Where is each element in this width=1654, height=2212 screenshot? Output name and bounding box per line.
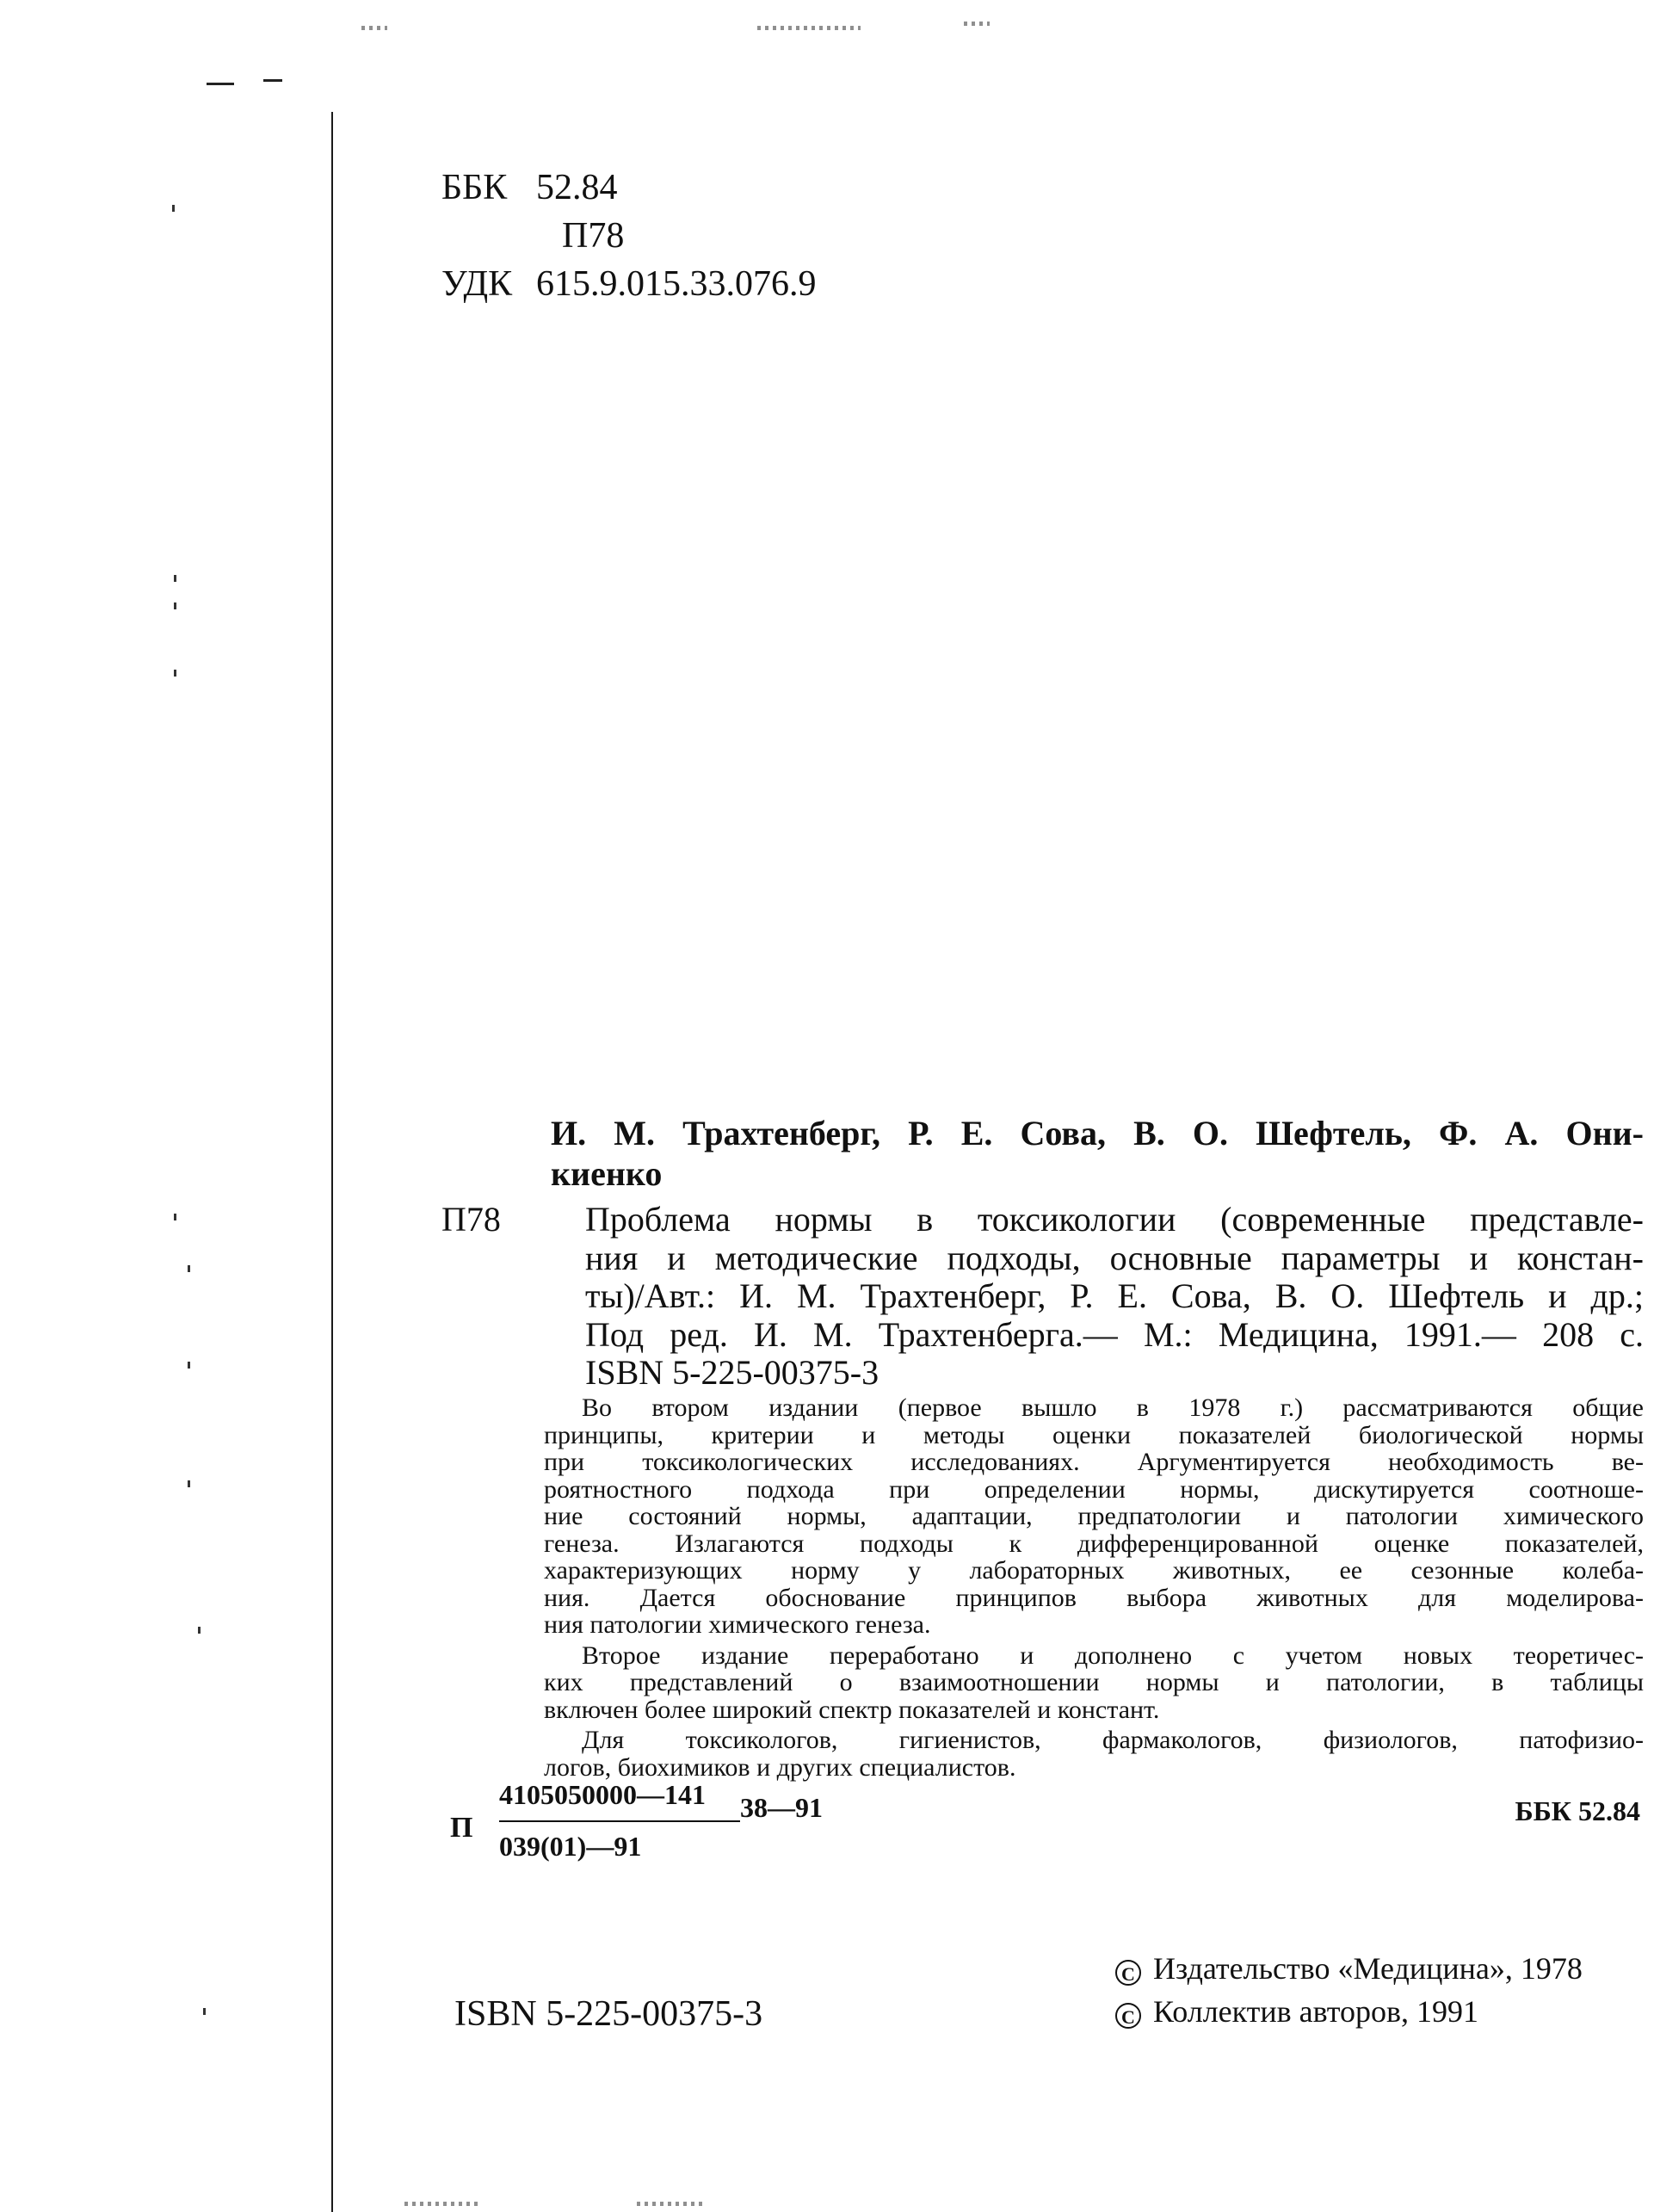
scan-noise — [637, 2202, 706, 2206]
scan-speck — [174, 670, 176, 677]
copyright-block — [1115, 1947, 1583, 2033]
annotation — [544, 1394, 1644, 1781]
scan-noise — [757, 26, 861, 30]
author-mark: П78 — [562, 216, 625, 256]
biblio-line: ты)/Авт.: И. М. Трахтенберг, Р. Е. Сова, В. О. Шефтель и др.; — [585, 1276, 1644, 1315]
annotation-line: ние состояний нормы, адаптации, предпатологии и патологии химического — [544, 1502, 1644, 1530]
scan-noise — [404, 2202, 482, 2206]
biblio-line: ния и методические подходы, основные параметры и констан- — [585, 1238, 1644, 1277]
scan-speck — [174, 602, 176, 609]
biblio-code: П78 — [441, 1200, 501, 1239]
bbk-right: ББК 52.84 — [1515, 1795, 1640, 1826]
annotation-line: принципы, критерии и методы оценки показателей биологической нормы — [544, 1420, 1644, 1449]
copyright-icon: C — [1115, 2003, 1141, 2029]
annotation-line: Для токсикологов, гигиенистов, фармакологов, физиологов, патофизио- — [582, 1726, 1644, 1754]
udk-value: 615.9.015.33.076.9 — [536, 264, 817, 304]
scan-noise — [361, 26, 387, 30]
index-letter: П — [450, 1812, 473, 1844]
scan-speck — [188, 1480, 190, 1487]
isbn-bottom: ISBN 5-225-00375-3 — [454, 1994, 763, 2034]
scan-speck — [174, 1214, 176, 1220]
authors-line-1: И. М. Трахтенберг, Р. Е. Сова, В. О. Шефтель, Ф. А. Они- — [551, 1114, 1644, 1152]
bbk-value: 52.84 — [536, 168, 618, 207]
annotation-line: Второе издание переработано и дополнено с учетом новых теоретичес- — [582, 1640, 1644, 1670]
scan-speck — [203, 2008, 206, 2015]
fraction-bar — [499, 1820, 740, 1822]
scan-speck — [198, 1627, 201, 1634]
authors-line-2: киенко — [551, 1154, 663, 1193]
annotation-line: ния патологии химического генеза. — [544, 1610, 931, 1639]
udk-row — [441, 260, 817, 308]
annotation-line: генеза. Излагаются подходы к дифференцированной оценке показателей, — [544, 1529, 1644, 1558]
bbk-row — [441, 164, 817, 212]
annotation-paragraph-1 — [544, 1394, 1644, 1639]
copyright-row-1 — [1115, 1947, 1583, 1990]
scan-fold-line — [331, 112, 333, 2212]
scan-noise — [964, 22, 990, 26]
annotation-line: Во втором издании (первое вышло в 1978 г.) рассматриваются общие — [582, 1393, 1644, 1422]
scan-speck — [188, 1265, 190, 1272]
biblio-line: Под ред. И. М. Трахтенберга.— М.: Медицина, 1991.— 208 с. — [585, 1314, 1644, 1354]
copyright-line-2: Коллектив авторов, 1991 — [1153, 1994, 1478, 2029]
scan-speck — [174, 575, 176, 582]
annotation-paragraph-3 — [544, 1727, 1644, 1781]
copyright-line-1: Издательство «Медицина», 1978 — [1153, 1951, 1583, 1986]
annotation-line: роятностного подхода при определении нормы, дискутируется соотноше- — [544, 1474, 1644, 1504]
udk-label: УДК — [441, 264, 513, 304]
index-numerator: 4105050000—141 — [499, 1779, 706, 1810]
biblio-description — [585, 1201, 1644, 1393]
annotation-line: логов, биохимиков и других специалистов. — [544, 1752, 1016, 1782]
scan-speck — [188, 1362, 190, 1369]
copyright-icon: C — [1115, 1960, 1141, 1986]
author-mark-row — [441, 212, 817, 260]
annotation-line: характеризующих норму у лабораторных животных, ее сезонные колеба- — [544, 1556, 1644, 1585]
annotation-line: включен более широкий спектр показателей и констант. — [544, 1695, 1160, 1724]
index-fraction — [499, 1777, 740, 1863]
annotation-line: при токсикологических исследованиях. Аргументируется необходимость ве- — [544, 1448, 1644, 1476]
classification-block — [441, 164, 817, 308]
scan-speck — [172, 205, 175, 212]
bbk-label: ББК — [441, 168, 508, 207]
biblio-line: Проблема нормы в токсикологии (современные представле- — [585, 1200, 1644, 1239]
index-denominator: 039(01)—91 — [499, 1831, 642, 1862]
scan-mark — [263, 79, 282, 82]
annotation-line: ния. Дается обоснование принципов выбора животных для моделирова- — [544, 1583, 1644, 1612]
biblio-isbn: ISBN 5-225-00375-3 — [585, 1353, 879, 1392]
copyright-row-2 — [1115, 1990, 1583, 2033]
scan-mark — [207, 83, 234, 85]
index-tail: 38—91 — [740, 1792, 823, 1823]
annotation-paragraph-2 — [544, 1642, 1644, 1724]
annotation-line: ких представлений о взаимоотношении нормы и патологии, в таблицы — [544, 1668, 1644, 1696]
